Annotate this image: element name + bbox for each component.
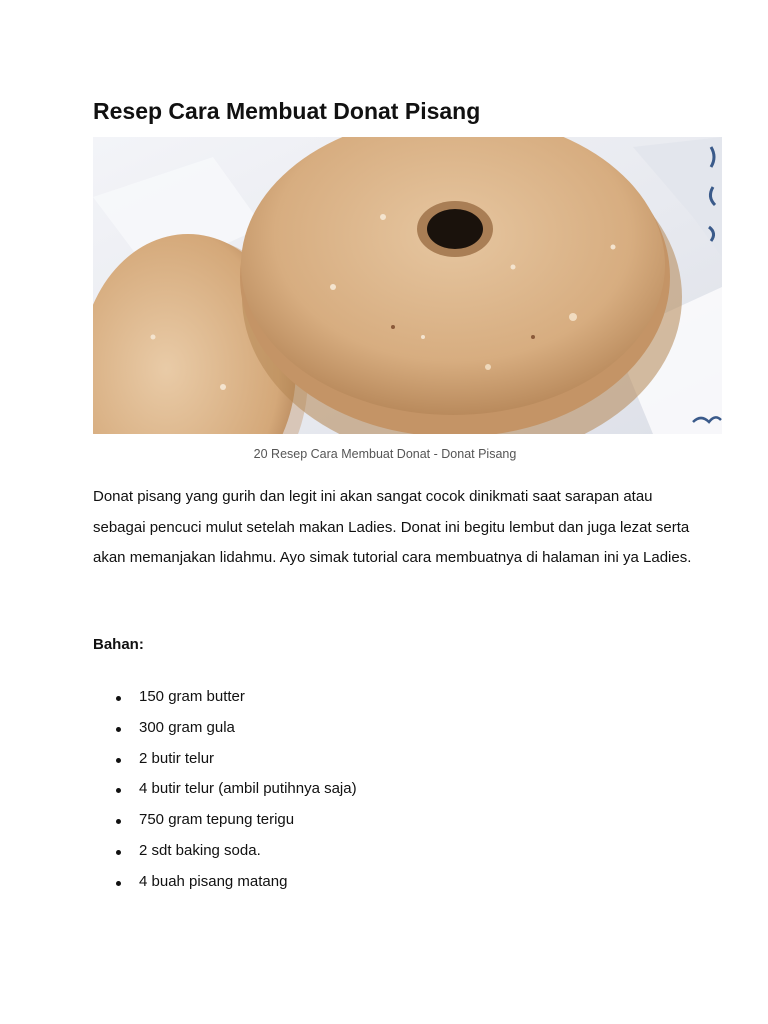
- ingredient-item: [93, 809, 357, 840]
- intro-paragraph: Donat pisang yang gurih dan legit ini akan sangat cocok dinikmati saat sarapan atau sebagai pencuci mulut setelah makan Ladies. Donat ini begitu lembut dan juga lezat serta akan memanjakan lidahmu. Ayo simak tutorial cara membuatnya di halaman ini ya Ladies.: [93, 488, 692, 567]
- bullet-icon: [116, 850, 121, 855]
- ingredient-item: [93, 778, 357, 809]
- ingredient-text: 2 butir telur: [139, 749, 215, 767]
- page-title: Resep Cara Membuat Donat Pisang: [93, 98, 481, 124]
- ingredient-item: [93, 748, 357, 779]
- bullet-icon: [116, 819, 121, 824]
- ingredient-text: 4 buah pisang matang: [139, 872, 288, 890]
- ingredient-item: [93, 686, 357, 717]
- banana-donut-photo: [93, 137, 722, 434]
- ingredients-list: [93, 686, 357, 902]
- ingredient-text: 300 gram gula: [139, 718, 235, 736]
- ingredient-text: 150 gram butter: [139, 688, 245, 705]
- ingredient-item: [93, 840, 357, 871]
- bullet-icon: [116, 727, 121, 732]
- bullet-icon: [116, 696, 121, 701]
- ingredient-text: 2 sdt baking soda.: [139, 841, 261, 859]
- image-caption: 20 Resep Cara Membuat Donat - Donat Pisang: [253, 447, 517, 461]
- bullet-icon: [116, 758, 121, 763]
- ingredient-item: [93, 871, 357, 902]
- bullet-icon: [116, 881, 121, 886]
- donut-illustration: [93, 137, 722, 434]
- ingredient-item: [93, 717, 357, 748]
- bullet-icon: [116, 788, 121, 793]
- ingredient-text: 750 gram tepung terigu: [139, 811, 295, 829]
- ingredient-text: 4 butir telur (ambil putihnya saja): [139, 780, 357, 798]
- ingredients-heading: Bahan:: [93, 636, 144, 653]
